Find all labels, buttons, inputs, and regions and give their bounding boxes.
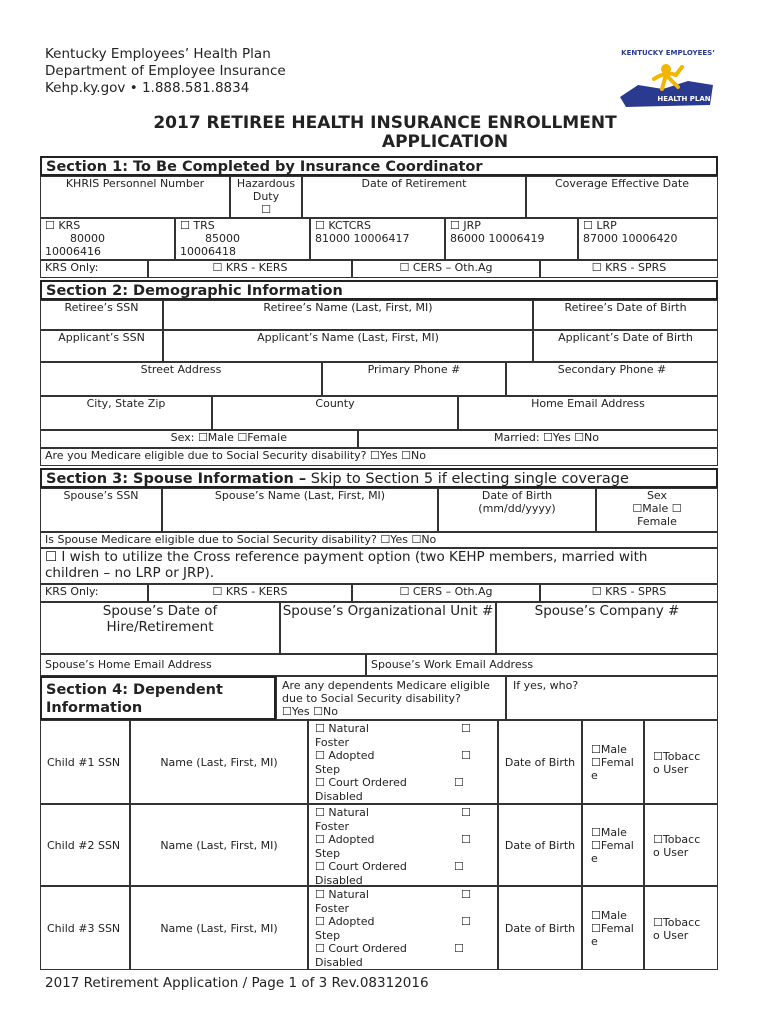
- title-line-2: APPLICATION: [381, 132, 509, 152]
- primary-phone-label: Primary Phone #: [367, 363, 461, 376]
- child-1-ssn-label: Child #1 SSN: [47, 756, 121, 769]
- kehp-logo: [618, 45, 718, 110]
- child-2-tobacco-checkbox[interactable]: ☐Tobacc: [653, 833, 701, 846]
- child-2-foster-label-text: Foster: [315, 819, 349, 833]
- org-header: [45, 46, 286, 97]
- trs-code: 85000: [205, 232, 240, 245]
- spouse-home-email-label: Spouse’s Home Email Address: [45, 658, 212, 671]
- sex-checkboxes[interactable]: Sex: ☐Male ☐Female: [170, 431, 287, 444]
- section-4-header: [40, 676, 276, 720]
- child-2-natural-checkbox-text: ☐ Natural: [315, 806, 369, 819]
- krs-kers-checkbox[interactable]: ☐ KRS - KERS: [212, 261, 288, 274]
- child-3-adopted-checkbox[interactable]: [315, 915, 497, 929]
- spouse-sex-field[interactable]: [596, 488, 718, 532]
- if-yes-who-field[interactable]: [506, 676, 718, 720]
- spouse-krs-only-label: [40, 584, 148, 602]
- child-2-sex-field[interactable]: [582, 804, 644, 886]
- child-1-foster-label-text: Foster: [315, 735, 349, 749]
- child-2-male-checkbox[interactable]: ☐Male: [591, 826, 627, 839]
- hazard-field[interactable]: [230, 176, 302, 218]
- spouse-krs-kers-checkbox[interactable]: ☐ KRS - KERS: [212, 585, 288, 598]
- child-1-court-ordered-checkbox-box[interactable]: ☐: [454, 776, 464, 789]
- child-2-adopted-checkbox-box[interactable]: ☐: [461, 833, 471, 846]
- child-2-court-ordered-checkbox-text: ☐ Court Ordered: [315, 860, 407, 873]
- spouse-sex-label: Sex: [646, 489, 668, 502]
- spouse-dob-label: Date of Birth: [481, 489, 553, 502]
- child-3-female-suffix: e: [591, 935, 598, 948]
- retiree-ssn-field[interactable]: [40, 300, 163, 330]
- krs-checkbox[interactable]: ☐ KRS: [45, 219, 81, 232]
- section-2-title: Section 2: Demographic Information: [46, 283, 343, 299]
- spouse-work-email-label: Spouse’s Work Email Address: [371, 658, 534, 671]
- child-1-adopted-checkbox-box[interactable]: ☐: [461, 749, 471, 762]
- trs-checkbox[interactable]: ☐ TRS: [180, 219, 215, 232]
- spouse-name-label: Spouse’s Name (Last, First, MI): [214, 489, 386, 502]
- trs-option[interactable]: [175, 218, 310, 260]
- hazard-label: Hazardous Duty: [236, 177, 296, 203]
- child-1-name-label: Name (Last, First, MI): [160, 756, 278, 769]
- child-2-tobacco-suffix: o User: [653, 846, 689, 859]
- spouse-krs-kers-option[interactable]: [148, 584, 352, 602]
- krs-kers-option[interactable]: [148, 260, 352, 278]
- spouse-dob-format: (mm/dd/yyyy): [478, 502, 556, 515]
- applicant-ssn-field[interactable]: [40, 330, 163, 362]
- child-3-disabled-label-text: Disabled: [315, 955, 363, 969]
- applicant-name-label: Applicant’s Name (Last, First, MI): [257, 331, 439, 344]
- spouse-work-email-field[interactable]: [366, 654, 718, 676]
- khris-field[interactable]: [40, 176, 230, 218]
- child-3-sex-field[interactable]: [582, 886, 644, 970]
- spouse-male-checkbox[interactable]: ☐Male ☐: [632, 502, 682, 515]
- child-3-foster-label: [315, 902, 497, 916]
- child-2-ssn-label: Child #2 SSN: [47, 839, 121, 852]
- jrp-code: 86000 10006419: [450, 232, 545, 245]
- secondary-phone-label: Secondary Phone #: [557, 363, 667, 376]
- child-3-court-ordered-checkbox-box[interactable]: ☐: [454, 942, 464, 955]
- child-2-natural-checkbox[interactable]: [315, 806, 497, 820]
- medicare-question[interactable]: [40, 448, 718, 466]
- child-3-disabled-label: [315, 956, 497, 970]
- child-1-dob-field[interactable]: [498, 720, 582, 804]
- child-1-sex-field[interactable]: [582, 720, 644, 804]
- retiree-name-field[interactable]: [163, 300, 533, 330]
- street-address-field[interactable]: [40, 362, 322, 396]
- child-1-natural-checkbox-box[interactable]: ☐: [461, 722, 471, 735]
- cers-option[interactable]: [352, 260, 540, 278]
- child-3-step-label: [315, 929, 497, 943]
- spouse-medicare-checkboxes[interactable]: Is Spouse Medicare eligible due to Social Security disability? ☐Yes ☐No: [45, 533, 437, 546]
- spouse-cers-checkbox[interactable]: ☐ CERS – Oth.Ag: [399, 585, 493, 598]
- spouse-female-checkbox[interactable]: Female: [637, 515, 677, 528]
- child-2-name-label: Name (Last, First, MI): [160, 839, 278, 852]
- child-2-female-suffix: e: [591, 852, 598, 865]
- home-email-field[interactable]: [458, 396, 718, 430]
- spouse-krs-sprs-option[interactable]: [540, 584, 718, 602]
- contact-info: Kehp.ky.gov • 1.888.581.8834: [45, 80, 250, 96]
- child-1-natural-checkbox-text: ☐ Natural: [315, 722, 369, 735]
- child-1-dob-label: Date of Birth: [504, 756, 576, 769]
- child-1-court-ordered-checkbox-text: ☐ Court Ordered: [315, 776, 407, 789]
- org-name: Kentucky Employees’ Health Plan: [45, 46, 271, 62]
- retirement-date-field[interactable]: [302, 176, 526, 218]
- child-3-ssn-field[interactable]: [40, 886, 130, 970]
- child-1-step-label-text: Step: [315, 762, 341, 776]
- child-1-name-field[interactable]: [130, 720, 308, 804]
- child-1-court-ordered-checkbox[interactable]: [315, 776, 497, 790]
- child-2-female-checkbox[interactable]: ☐Femal: [591, 839, 634, 852]
- coverage-date-label: Coverage Effective Date: [555, 177, 689, 190]
- trs-code-2: 10006418: [180, 245, 236, 258]
- child-2-dob-label: Date of Birth: [504, 839, 576, 852]
- applicant-dob-field[interactable]: [533, 330, 718, 362]
- applicant-dob-label: Applicant’s Date of Birth: [558, 331, 693, 344]
- spouse-company-label: Spouse’s Company #: [534, 603, 680, 619]
- child-3-female-checkbox[interactable]: ☐Femal: [591, 922, 634, 935]
- kctcrs-code: 81000 10006417: [315, 232, 410, 245]
- child-1-tobacco-checkbox[interactable]: ☐Tobacc: [653, 750, 701, 763]
- child-3-name-field[interactable]: [130, 886, 308, 970]
- child-3-foster-label-text: Foster: [315, 901, 349, 915]
- krs-option[interactable]: [40, 218, 175, 260]
- logo-bottom-text: HEALTH PLAN: [657, 95, 711, 103]
- child-2-ssn-field[interactable]: [40, 804, 130, 886]
- title-line-1: 2017 RETIREE HEALTH INSURANCE ENROLLMENT: [153, 113, 617, 133]
- spouse-org-unit-field[interactable]: [280, 602, 496, 654]
- child-1-adopted-checkbox-text: ☐ Adopted: [315, 749, 375, 762]
- child-2-foster-label: [315, 820, 497, 834]
- child-3-male-checkbox[interactable]: ☐Male: [591, 909, 627, 922]
- child-3-adopted-checkbox-box[interactable]: ☐: [461, 915, 471, 928]
- child-3-tobacco-suffix: o User: [653, 929, 689, 942]
- spouse-name-field[interactable]: [162, 488, 438, 532]
- child-1-ssn-field[interactable]: [40, 720, 130, 804]
- spouse-cers-option[interactable]: [352, 584, 540, 602]
- married-checkboxes[interactable]: Married: ☐Yes ☐No: [493, 431, 599, 444]
- child-2-court-ordered-checkbox[interactable]: [315, 860, 497, 874]
- section-4-title: Section 4: Dependent Information: [46, 682, 223, 716]
- child-3-tobacco-field[interactable]: [644, 886, 718, 970]
- spouse-org-unit-label: Spouse’s Organizational Unit #: [282, 603, 494, 619]
- if-yes-who-label: If yes, who?: [513, 679, 579, 692]
- child-2-tobacco-field[interactable]: [644, 804, 718, 886]
- cross-reference-checkbox[interactable]: ☐ I wish to utilize the Cross reference payment option (two KEHP members, married with: [45, 549, 648, 565]
- spouse-dob-field[interactable]: [438, 488, 596, 532]
- dept-name: Department of Employee Insurance: [45, 63, 286, 79]
- spouse-hire-date-label: Spouse’s Date of Hire/Retirement: [102, 603, 218, 635]
- child-3-court-ordered-checkbox-text: ☐ Court Ordered: [315, 942, 407, 955]
- child-1-step-label: [315, 763, 497, 777]
- street-address-label: Street Address: [140, 363, 222, 376]
- child-2-step-label: [315, 847, 497, 861]
- lrp-code: 87000 10006420: [583, 232, 678, 245]
- kctcrs-checkbox[interactable]: ☐ KCTCRS: [315, 219, 372, 232]
- child-2-adopted-checkbox[interactable]: [315, 833, 497, 847]
- city-state-zip-field[interactable]: [40, 396, 212, 430]
- married-field[interactable]: [358, 430, 718, 448]
- child-1-female-checkbox[interactable]: ☐Femal: [591, 756, 634, 769]
- county-field[interactable]: [212, 396, 458, 430]
- sex-field[interactable]: [40, 430, 358, 448]
- section-2-header: [40, 280, 718, 300]
- kctcrs-option[interactable]: [310, 218, 445, 260]
- spouse-medicare-question[interactable]: [40, 532, 718, 548]
- city-state-zip-label: City, State Zip: [86, 397, 166, 410]
- spouse-company-field[interactable]: [496, 602, 718, 654]
- child-2-natural-checkbox-box[interactable]: ☐: [461, 806, 471, 819]
- footer-text: 2017 Retirement Application / Page 1 of 3 Rev.08312016: [45, 975, 429, 991]
- child-1-disabled-label-text: Disabled: [315, 789, 363, 803]
- child-1-adopted-checkbox[interactable]: [315, 749, 497, 763]
- child-1-disabled-label: [315, 790, 497, 804]
- child-2-dob-field[interactable]: [498, 804, 582, 886]
- hazard-checkbox[interactable]: ☐: [261, 203, 271, 216]
- child-3-natural-checkbox-box[interactable]: ☐: [461, 888, 471, 901]
- child-3-dob-label: Date of Birth: [504, 922, 576, 935]
- child-2-adopted-checkbox-text: ☐ Adopted: [315, 833, 375, 846]
- spouse-hire-date-field[interactable]: [40, 602, 280, 654]
- krs-only-label: [40, 260, 148, 278]
- krs-sprs-checkbox[interactable]: ☐ KRS - SPRS: [591, 261, 667, 274]
- child-3-adopted-checkbox-text: ☐ Adopted: [315, 915, 375, 928]
- county-label: County: [315, 397, 355, 410]
- child-2-step-label-text: Step: [315, 846, 341, 860]
- krs-only-text: KRS Only:: [45, 261, 99, 274]
- cross-reference-text: children – no LRP or JRP).: [45, 565, 215, 581]
- home-email-label: Home Email Address: [531, 397, 645, 410]
- retirement-date-label: Date of Retirement: [361, 177, 467, 190]
- applicant-ssn-label: Applicant’s SSN: [58, 331, 145, 344]
- krs-code-2: 10006416: [45, 245, 101, 258]
- child-3-name-label: Name (Last, First, MI): [160, 922, 278, 935]
- spouse-ssn-field[interactable]: [40, 488, 162, 532]
- child-3-natural-checkbox-text: ☐ Natural: [315, 888, 369, 901]
- medicare-checkboxes[interactable]: Are you Medicare eligible due to Social Security disability? ☐Yes ☐No: [45, 449, 426, 462]
- child-2-relationship[interactable]: [308, 804, 498, 886]
- retiree-dob-label: Retiree’s Date of Birth: [564, 301, 687, 314]
- primary-phone-field[interactable]: [322, 362, 506, 396]
- spouse-ssn-label: Spouse’s SSN: [63, 489, 139, 502]
- child-3-tobacco-checkbox[interactable]: ☐Tobacc: [653, 916, 701, 929]
- child-1-foster-label: [315, 736, 497, 750]
- child-3-relationship[interactable]: [308, 886, 498, 970]
- child-3-natural-checkbox[interactable]: [315, 888, 497, 902]
- cers-checkbox[interactable]: ☐ CERS – Oth.Ag: [399, 261, 493, 274]
- spouse-krs-only-text: KRS Only:: [45, 585, 99, 598]
- section-3-header: [40, 468, 718, 488]
- child-3-step-label-text: Step: [315, 928, 341, 942]
- applicant-name-field[interactable]: [163, 330, 533, 362]
- child-3-dob-field[interactable]: [498, 886, 582, 970]
- coverage-date-field[interactable]: [526, 176, 718, 218]
- dependent-medicare-text: Are any dependents Medicare eligible due to Social Security disability?: [282, 679, 490, 705]
- child-3-court-ordered-checkbox[interactable]: [315, 942, 497, 956]
- child-1-natural-checkbox[interactable]: [315, 722, 497, 736]
- lrp-checkbox[interactable]: ☐ LRP: [583, 219, 617, 232]
- jrp-option[interactable]: [445, 218, 578, 260]
- dependent-medicare-question[interactable]: [276, 676, 506, 720]
- spouse-home-email-field[interactable]: [40, 654, 366, 676]
- khris-label: KHRIS Personnel Number: [65, 177, 205, 190]
- child-1-tobacco-suffix: o User: [653, 763, 689, 776]
- retiree-name-label: Retiree’s Name (Last, First, MI): [263, 301, 433, 314]
- child-1-male-checkbox[interactable]: ☐Male: [591, 743, 627, 756]
- page-footer: [45, 975, 429, 991]
- child-2-name-field[interactable]: [130, 804, 308, 886]
- child-2-disabled-label-text: Disabled: [315, 873, 363, 886]
- jrp-checkbox[interactable]: ☐ JRP: [450, 219, 481, 232]
- dependent-medicare-checkboxes[interactable]: ☐Yes ☐No: [282, 705, 338, 718]
- child-3-ssn-label: Child #3 SSN: [47, 922, 121, 935]
- retiree-ssn-label: Retiree’s SSN: [64, 301, 139, 314]
- retiree-dob-field[interactable]: [533, 300, 718, 330]
- child-1-tobacco-field[interactable]: [644, 720, 718, 804]
- lrp-option[interactable]: [578, 218, 718, 260]
- spouse-krs-sprs-checkbox[interactable]: ☐ KRS - SPRS: [591, 585, 667, 598]
- secondary-phone-field[interactable]: [506, 362, 718, 396]
- section-1-header: [40, 156, 718, 176]
- krs-code: 80000: [70, 232, 105, 245]
- child-1-relationship[interactable]: [308, 720, 498, 804]
- cross-reference-option[interactable]: [40, 548, 718, 584]
- child-1-female-suffix: e: [591, 769, 598, 782]
- page-title: [40, 114, 730, 152]
- krs-sprs-option[interactable]: [540, 260, 718, 278]
- section-3-title: Section 3: Spouse Information –: [46, 471, 307, 487]
- child-2-disabled-label: [315, 874, 497, 887]
- logo-top-text: KENTUCKY EMPLOYEES’: [621, 49, 715, 57]
- section-3-subtitle: Skip to Section 5 if electing single coverage: [306, 471, 629, 487]
- section-1-title: Section 1: To Be Completed by Insurance Coordinator: [46, 159, 483, 175]
- child-2-court-ordered-checkbox-box[interactable]: ☐: [454, 860, 464, 873]
